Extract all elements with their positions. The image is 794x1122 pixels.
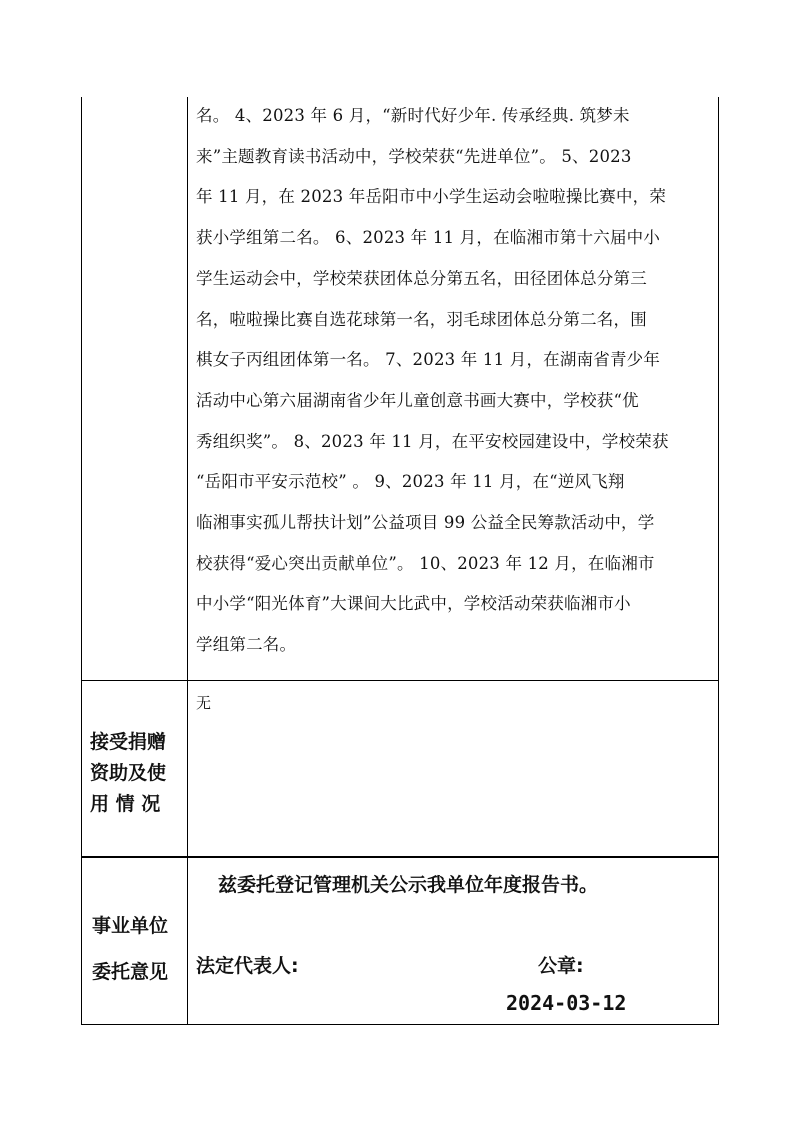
- row-divider-donation: [81, 856, 719, 858]
- achievements-line: 获小学组第二名。 6、2023 年 11 月，在临湘市第十六届中小: [196, 228, 661, 248]
- entrust-label: [92, 903, 168, 995]
- achievements-line: 中小学“阳光体育”大课间大比武中，学校活动荣获临湘市小: [196, 594, 631, 614]
- row-divider-achievements: [81, 680, 719, 681]
- achievements-line: 学生运动会中，学校荣获团体总分第五名，田径团体总分第三: [196, 268, 647, 288]
- report-date: 2024-03-12: [506, 991, 627, 1015]
- achievements-line: 名。 4、2023 年 6 月，“新时代好少年. 传承经典. 筑梦未: [196, 106, 630, 125]
- entrust-statement: 兹委托登记管理机关公示我单位年度报告书。: [218, 874, 599, 896]
- achievements-line: 学组第二名。: [196, 635, 297, 655]
- table-left-border: [81, 97, 82, 1025]
- donation-label-line: 资助及使: [90, 762, 167, 784]
- legal-representative-label: 法定代表人:: [196, 955, 299, 977]
- table-right-border: [718, 97, 719, 1025]
- donation-label-line: 接受捐赠: [90, 731, 167, 753]
- table-bottom-border: [81, 1024, 719, 1025]
- table-column-divider: [187, 97, 188, 1025]
- donation-label-line: 用 情 况: [90, 793, 161, 815]
- achievements-line: 临湘事实孤儿帮扶计划”公益项目 99 公益全民筹款活动中，学: [196, 513, 655, 533]
- achievements-line: 活动中心第六届湖南省少年儿童创意书画大赛中，学校获“优: [196, 390, 639, 410]
- achievements-line: 棋女子丙组团体第一名。 7、2023 年 11 月，在湖南省青少年: [196, 350, 661, 370]
- entrust-label-line: 委托意见: [92, 961, 169, 983]
- achievements-line: 秀组织奖”。 8、2023 年 11 月，在平安校园建设中，学校荣获: [196, 431, 669, 451]
- donation-value: 无: [196, 694, 212, 712]
- achievements-text: [196, 96, 712, 666]
- achievements-line: “岳阳市平安示范校” 。 9、2023 年 11 月，在“逆风飞翔: [196, 472, 625, 492]
- donation-label: [90, 727, 166, 820]
- official-seal-label: 公章:: [538, 955, 584, 977]
- achievements-line: 来”主题教育读书活动中，学校荣获“先进单位”。 5、2023: [196, 146, 632, 166]
- achievements-line: 名，啦啦操比赛自选花球第一名，羽毛球团体总分第二名，围: [196, 309, 647, 329]
- achievements-line: 校获得“爱心突出贡献单位”。 10、2023 年 12 月，在临湘市: [196, 553, 655, 573]
- achievements-line: 年 11 月，在 2023 年岳阳市中小学生运动会啦啦操比赛中，荣: [196, 187, 667, 207]
- entrust-label-line: 事业单位: [92, 915, 169, 937]
